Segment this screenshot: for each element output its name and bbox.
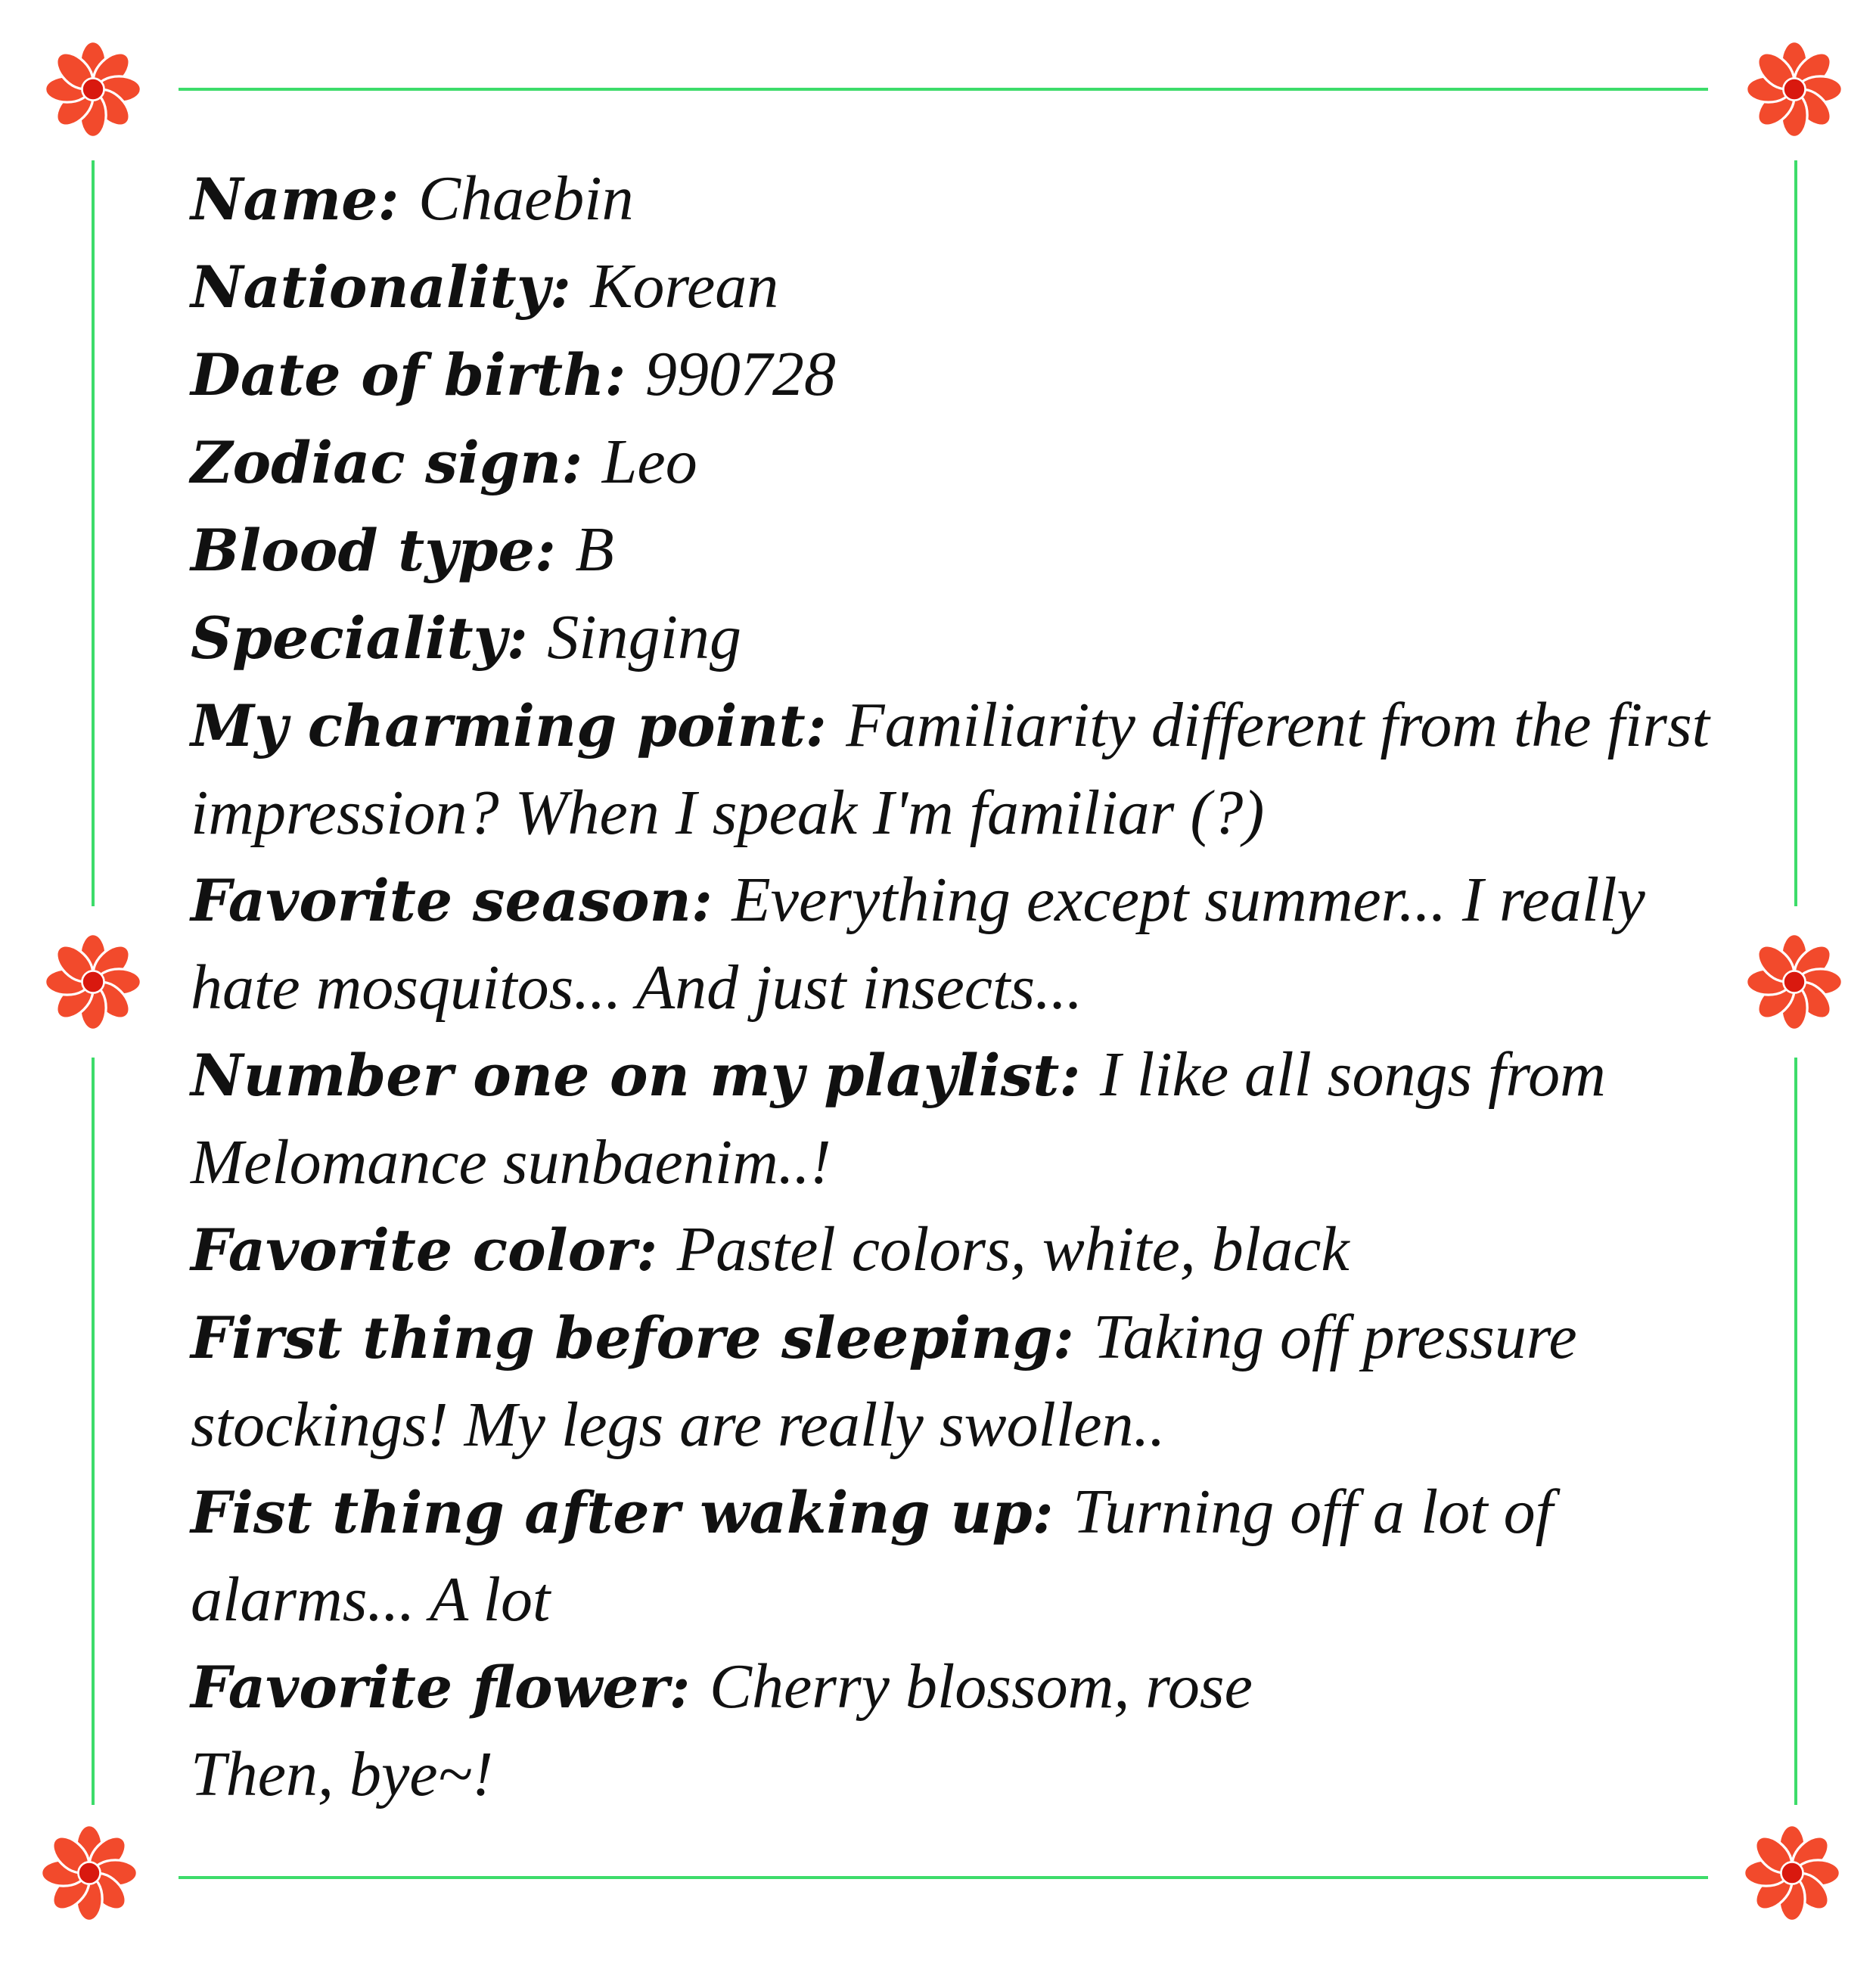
profile-row-date-of-birth [191,331,1749,418]
field-value: Chaebin [418,163,634,234]
field-label: Number one on my playlist: [191,1042,1081,1109]
frame-line-right-lower [1794,1058,1797,1805]
field-value: B [575,514,614,585]
field-value: Taking off pressure stockings! My legs are really swollen.. [191,1302,1577,1460]
flower-icon [1744,932,1844,1032]
field-label: Nationality: [191,253,571,321]
field-label: Favorite flower: [191,1654,691,1721]
closing-text: Then, bye~! [191,1739,493,1809]
field-value: Turning off a lot of alarms... A lot [191,1477,1553,1635]
frame-line-left-upper [92,160,95,906]
field-value: Singing [547,602,741,673]
frame-line-left-lower [92,1058,95,1805]
flower-icon [1742,1823,1842,1923]
profile-row-nationality [191,243,1749,331]
profile-row-speciality [191,594,1749,682]
flower-icon [39,1823,139,1923]
field-label: Blood type: [191,517,556,584]
profile-card [191,155,1749,1818]
profile-row-zodiac-sign [191,418,1749,506]
profile-row-favorite-flower [191,1643,1749,1731]
profile-row-charming-point [191,682,1749,856]
flower-icon [43,39,143,139]
field-value: Cherry blossom, rose [709,1651,1253,1722]
field-label: Date of birth: [191,341,626,408]
profile-row-favorite-color [191,1206,1749,1294]
field-value: Everything except summer... I really hate mosquitos... And just insects... [191,865,1645,1023]
field-label: Name: [191,166,399,233]
profile-row-name [191,155,1749,243]
field-label: First thing before sleeping: [191,1304,1074,1371]
field-value: Familiarity different from the first impression? When I speak I'm familiar (?) [191,690,1710,848]
profile-row-closing [191,1731,1749,1818]
field-label: Zodiac sign: [191,429,583,496]
profile-row-favorite-season [191,856,1749,1031]
field-label: Speciality: [191,604,528,672]
profile-row-playlist [191,1031,1749,1206]
field-label: My charming point: [191,692,827,759]
field-value: Pastel colors, white, black [676,1214,1350,1284]
profile-row-after-waking [191,1468,1749,1643]
field-value: Korean [590,251,779,321]
frame-line-right-upper [1794,160,1797,906]
field-label: Fist thing after waking up: [191,1479,1054,1546]
profile-row-before-sleeping [191,1294,1749,1468]
field-label: Favorite color: [191,1216,658,1284]
field-value: 990728 [644,339,836,409]
field-label: Favorite season: [191,867,713,934]
field-value: I like all songs from Melomance sunbaenim..! [191,1039,1606,1197]
frame-line-bottom [179,1876,1708,1879]
profile-row-blood-type [191,506,1749,594]
flower-icon [43,932,143,1032]
frame-line-top [179,88,1708,91]
flower-icon [1744,39,1844,139]
field-value: Leo [601,427,697,497]
